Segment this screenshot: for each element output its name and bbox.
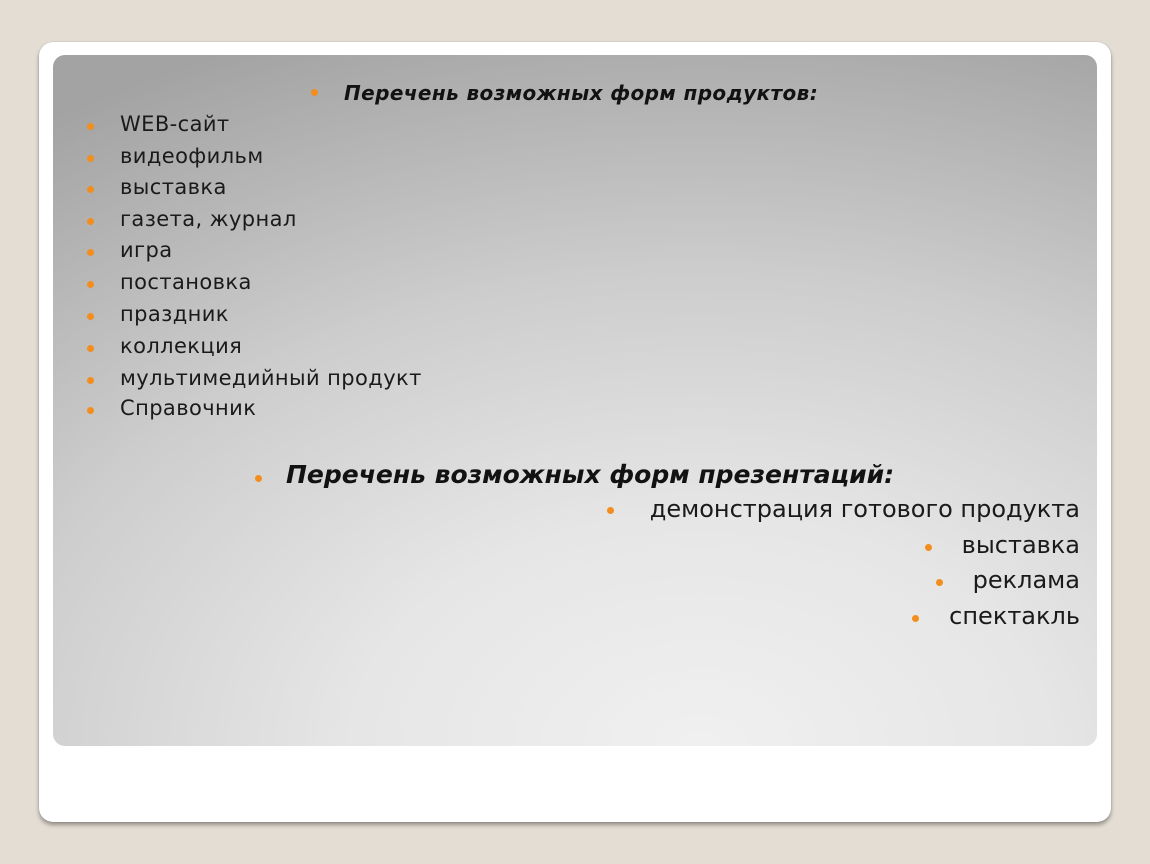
products-item: праздник: [120, 302, 229, 326]
presentations-heading: Перечень возможных форм презентаций:: [286, 460, 895, 489]
products-item: выставка: [120, 175, 227, 199]
presentations-item: выставка: [961, 531, 1080, 559]
bullet-icon: [87, 249, 94, 256]
bullet-icon: [311, 89, 318, 96]
bullet-icon: [87, 218, 94, 225]
presentations-item: спектакль: [949, 602, 1080, 630]
bullet-icon: [87, 377, 94, 384]
bullet-icon: [87, 281, 94, 288]
bullet-icon: [255, 475, 262, 482]
products-item: коллекция: [120, 334, 243, 358]
bullet-icon: [912, 615, 919, 622]
slide-content: [53, 55, 1097, 746]
products-item: Справочник: [120, 396, 257, 420]
bullet-icon: [87, 123, 94, 130]
presentations-item: реклама: [972, 566, 1080, 594]
bullet-icon: [87, 345, 94, 352]
products-item: игра: [120, 238, 173, 262]
products-item: постановка: [120, 270, 252, 294]
bullet-icon: [87, 186, 94, 193]
bullet-icon: [607, 507, 614, 514]
bullet-icon: [925, 544, 932, 551]
products-item: газета, журнал: [120, 207, 297, 231]
products-heading: Перечень возможных форм продуктов:: [344, 81, 819, 105]
bullet-icon: [87, 155, 94, 162]
products-item: мультимедийный продукт: [120, 366, 422, 390]
bullet-icon: [87, 313, 94, 320]
presentations-item: демонстрация готового продукта: [649, 495, 1080, 523]
bullet-icon: [936, 579, 943, 586]
products-item: видеофильм: [120, 144, 264, 168]
bullet-icon: [87, 407, 94, 414]
products-item: WEB-сайт: [120, 112, 230, 136]
